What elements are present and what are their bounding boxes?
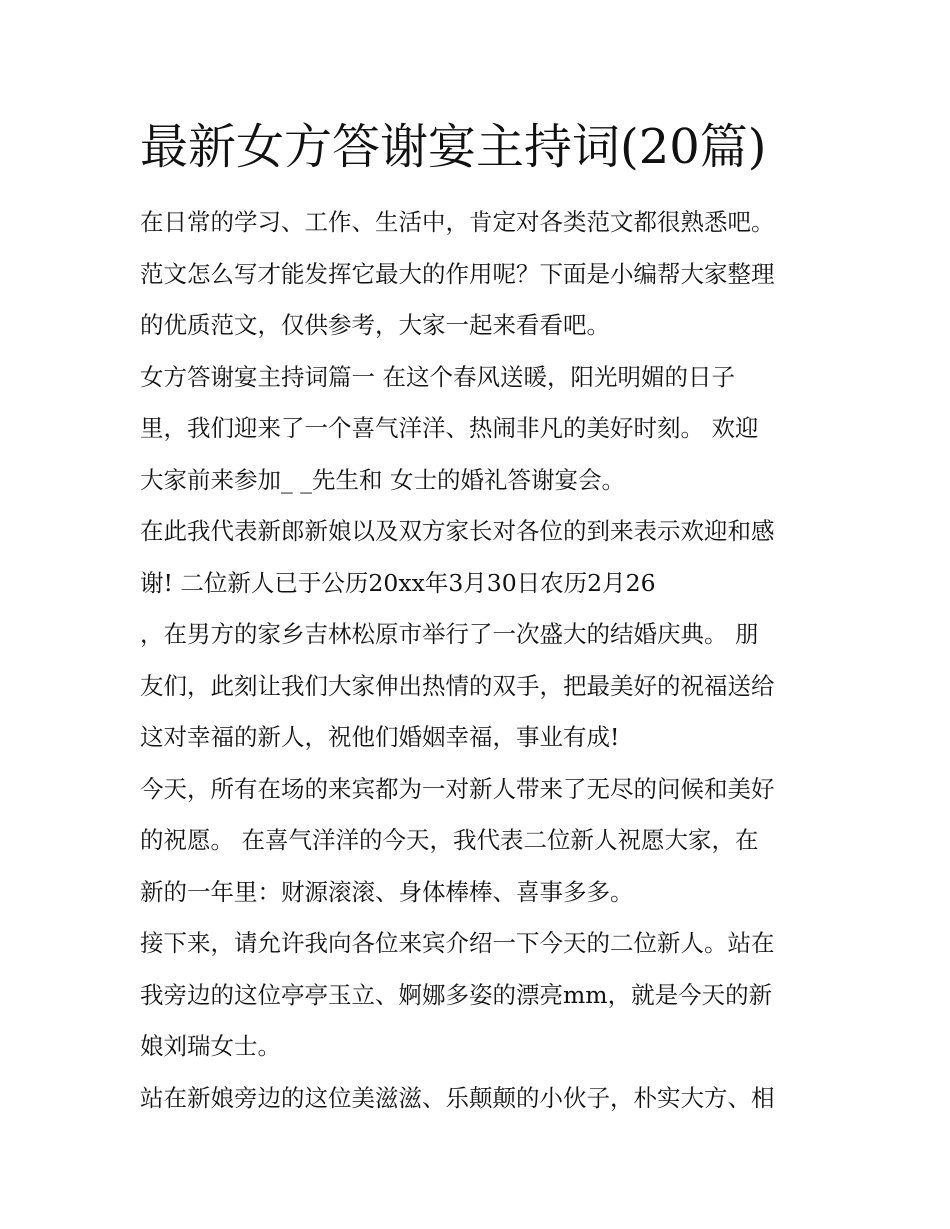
text-line: 里，我们迎来了一个喜气洋洋、热闹非凡的美好时刻。 欢迎: [140, 414, 759, 442]
text-line: 在日常的学习、工作、生活中，肯定对各类范文都很熟悉吧。: [140, 208, 775, 236]
text-line: 大家前来参加_ _先生和 女士的婚礼答谢宴会。: [140, 465, 625, 494]
document-title: 最新女方答谢宴主持词(20篇): [140, 119, 767, 175]
text-line: 在此我代表新郎新娘以及双方家长对各位的到来表示欢迎和感: [140, 517, 775, 545]
text-line: 今天，所有在场的来宾都为一对新人带来了无尽的问候和美好: [140, 774, 775, 803]
text-line: 友们，此刻让我们大家伸出热情的双手，把最美好的祝福送给: [140, 671, 775, 700]
text-line: 娘刘瑞女士。: [140, 1032, 281, 1060]
text-line: 范文怎么写才能发挥它最大的作用呢？下面是小编帮大家整理: [140, 259, 775, 288]
text-line: 谢! 二位新人已于公历20xx年3月30日农历2月26: [140, 568, 656, 597]
text-line: 新的一年里：财源滚滚、身体棒棒、喜事多多。: [140, 877, 634, 906]
text-line: 的祝愿。 在喜气洋洋的今天，我代表二位新人祝愿大家，在: [140, 826, 759, 854]
text-line: 接下来，请允许我向各位来宾介绍一下今天的二位新人。站在: [140, 929, 775, 957]
document-body: [140, 202, 820, 1129]
text-line: 的优质范文，仅供参考，大家一起来看看吧。: [140, 311, 610, 339]
text-line: 女方答谢宴主持词篇一 在这个春风送暖，阳光明媚的日子: [140, 362, 735, 391]
text-line: ，在男方的家乡吉林松原市举行了一次盛大的结婚庆典。 朋: [140, 620, 759, 648]
text-line: 这对幸福的新人，祝他们婚姻幸福，事业有成!: [140, 723, 620, 751]
text-line: 我旁边的这位亭亭玉立、婀娜多姿的漂亮mm，就是今天的新: [140, 980, 773, 1009]
text-line: 站在新娘旁边的这位美滋滋、乐颠颠的小伙子，朴实大方、相: [140, 1083, 775, 1112]
